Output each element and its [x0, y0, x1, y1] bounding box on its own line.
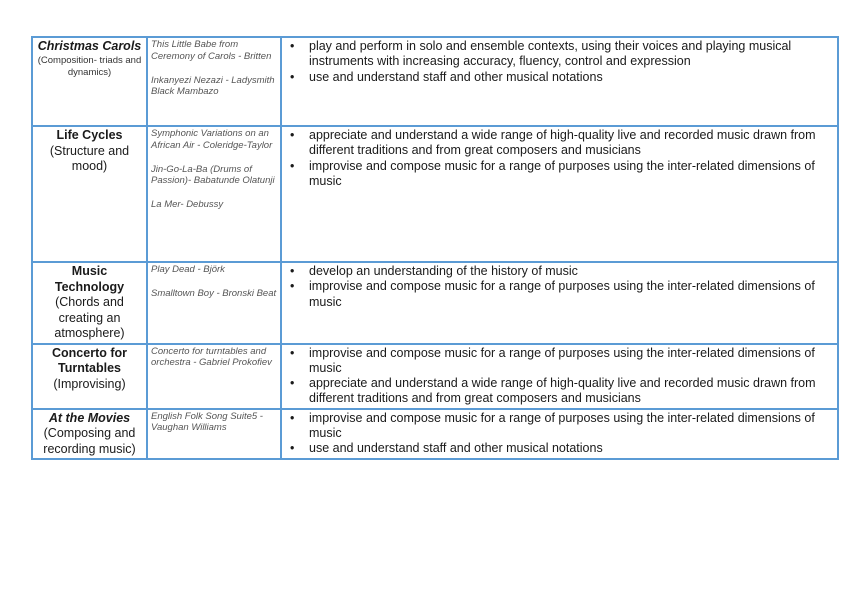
- objectives-cell: [281, 409, 838, 460]
- objectives-cell: [281, 344, 838, 409]
- objective-item: • improvise and compose music for a range of purposes using the inter-related dimensions of music: [309, 279, 834, 310]
- unit-cell: [32, 262, 147, 344]
- unit-cell: [32, 344, 147, 409]
- objectives-list: [285, 39, 834, 85]
- table-row: [32, 262, 838, 344]
- objective-item: • develop an understanding of the history of music: [309, 264, 834, 279]
- objectives-list: [285, 128, 834, 189]
- table-row: [32, 344, 838, 409]
- unit-cell: [32, 37, 147, 126]
- objectives-cell: [281, 37, 838, 126]
- pieces-cell: [147, 262, 281, 344]
- unit-subtitle: (Composing and recording music): [43, 426, 136, 456]
- piece: Jin-Go-La-Ba (Drums of Passion)- Babatunde Olatunji: [151, 163, 275, 187]
- objective-item: • appreciate and understand a wide range of high-quality live and recorded music drawn from different traditions and from great composers and musicians: [309, 376, 834, 407]
- pieces-cell: [147, 37, 281, 126]
- objectives-cell: [281, 262, 838, 344]
- unit-title: Christmas Carols: [37, 39, 142, 53]
- objective-item: • use and understand staff and other musical notations: [309, 441, 834, 456]
- objectives-list: [285, 264, 834, 310]
- unit-title: Life Cycles: [56, 128, 123, 142]
- objective-item: • appreciate and understand a wide range of high-quality live and recorded music drawn from different traditions and from great composers and musicians: [309, 128, 834, 159]
- piece: Concerto for turntables and orchestra - Gabriel Prokofiev: [151, 345, 272, 369]
- unit-cell: [32, 126, 147, 262]
- piece: This Little Babe from Ceremony of Carols - Britten: [151, 39, 272, 62]
- objective-item: • improvise and compose music for a range of purposes using the inter-related dimensions of music: [309, 411, 834, 442]
- piece: Inkanyezi Nezazi - Ladysmith Black Mambazo: [151, 74, 275, 98]
- pieces-cell: [147, 344, 281, 409]
- piece: English Folk Song Suite5 - Vaughan Williams: [151, 410, 263, 434]
- piece: Play Dead - Björk: [151, 264, 225, 275]
- piece: Smalltown Boy - Bronski Beat: [151, 287, 277, 299]
- pieces-cell: [147, 409, 281, 460]
- objectives-cell: [281, 126, 838, 262]
- objective-item: • improvise and compose music for a range of purposes using the inter-related dimensions of music: [309, 159, 834, 190]
- curriculum-table: [31, 36, 839, 460]
- unit-cell: [32, 409, 147, 460]
- unit-subtitle: (Composition- triads and dynamics): [37, 54, 142, 78]
- pieces-cell: [147, 126, 281, 262]
- piece: La Mer- Debussy: [151, 199, 224, 211]
- unit-subtitle: (Structure and mood): [49, 143, 130, 173]
- objective-item: • play and perform in solo and ensemble contexts, using their voices and playing musical instruments with increasing accuracy, fluency, control and expression: [309, 39, 834, 70]
- unit-title: At the Movies: [48, 410, 131, 425]
- table-row: [32, 126, 838, 262]
- objective-item: • improvise and compose music for a range of purposes using the inter-related dimensions of music: [309, 346, 834, 377]
- piece: Symphonic Variations on an African Air - Coleridge-Taylor: [151, 128, 273, 151]
- unit-title: Concerto for Turntables: [52, 345, 127, 375]
- objectives-list: [285, 411, 834, 457]
- table-row: [32, 37, 838, 126]
- unit-title: Music Technology: [54, 264, 125, 294]
- objective-item: • use and understand staff and other musical notations: [309, 70, 834, 85]
- unit-subtitle: (Chords and creating an atmosphere): [54, 295, 125, 340]
- unit-subtitle: (Improvising): [53, 376, 126, 391]
- objectives-list: [285, 346, 834, 407]
- table-row: [32, 409, 838, 460]
